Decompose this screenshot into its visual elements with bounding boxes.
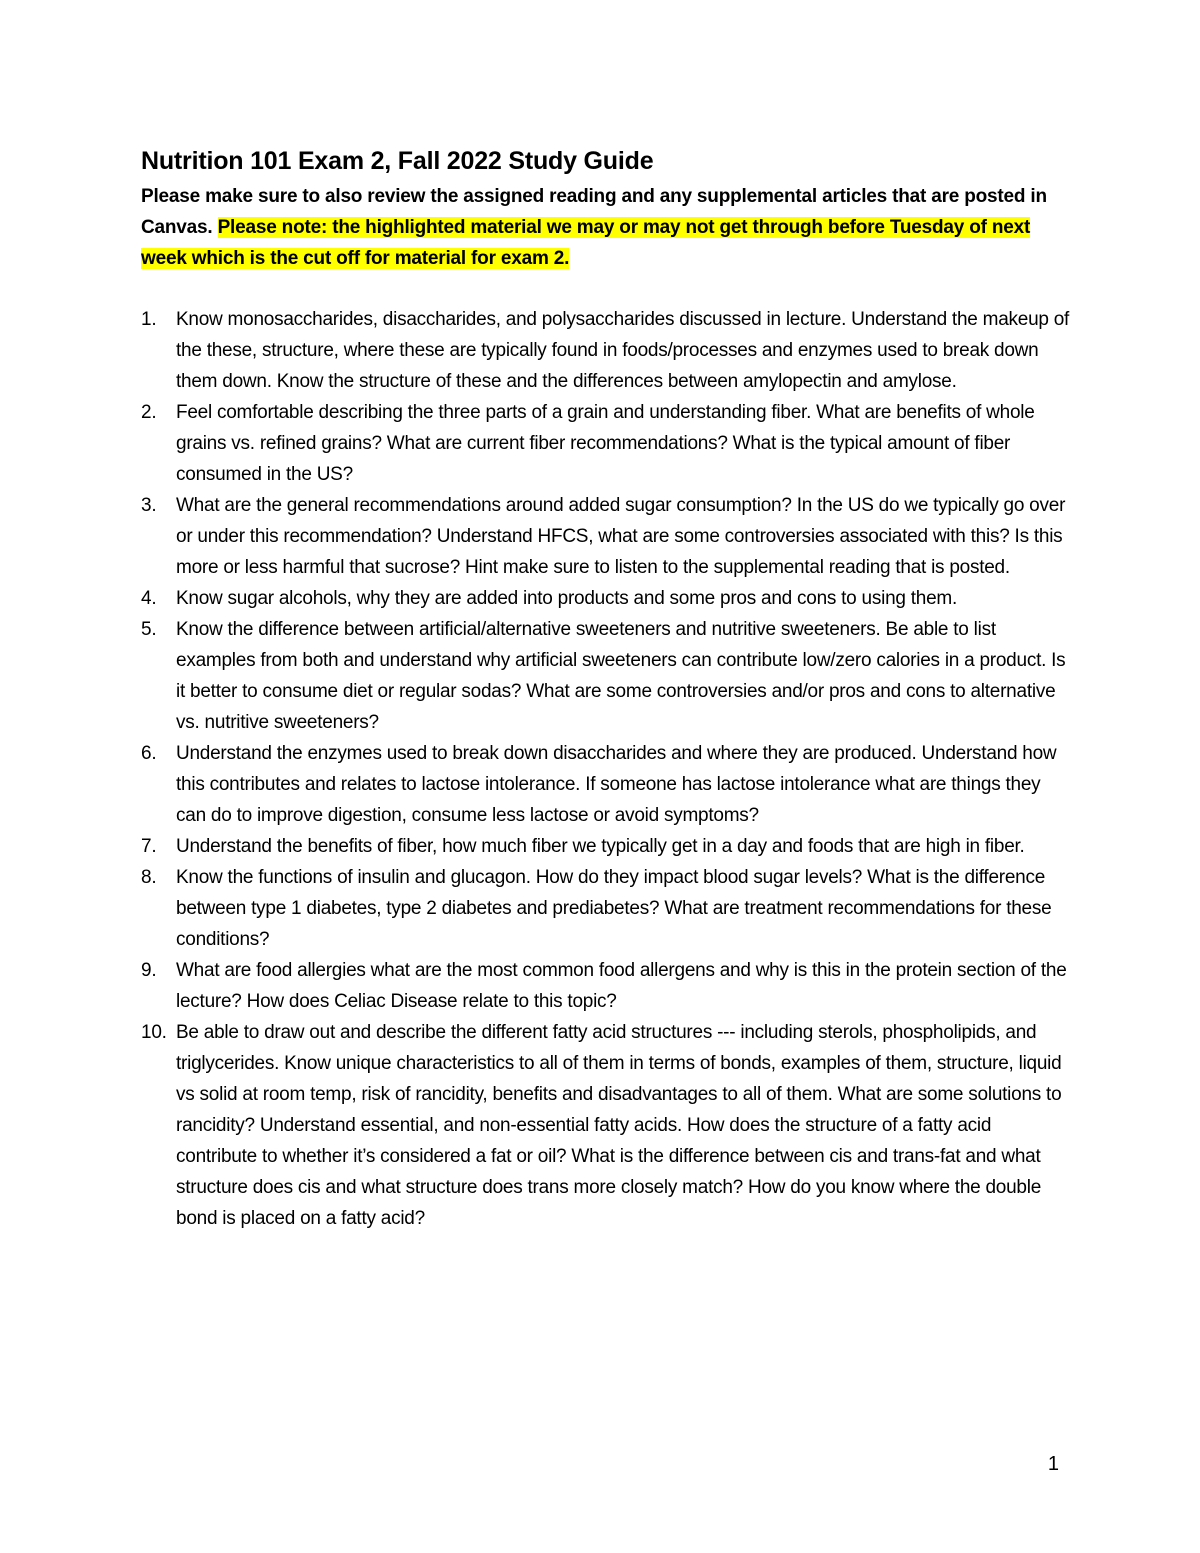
list-item-text: Be able to draw out and describe the different fatty acid structures --- including sterols, phospholipids, and triglycerides. Know unique characteristics to all of them in terms of bonds, examples of them, structure, liquid vs solid at room temp, risk of rancidity, benefits and disadvantages to all of them. What are some solutions to rancidity? Understand essential, and non-essential fatty acids. How does the structure of a fatty acid contribute to whether it’s considered a fat or oil? What is the difference between cis and trans-fat and what structure does cis and what structure does trans more closely match? How do you know where the double bond is placed on a fatty acid? bbox=[176, 1022, 1062, 1229]
list-item-text: Know the difference between artificial/alternative sweeteners and nutritive sweeteners. Be able to list examples from both and understand why artificial sweeteners can contribute low/zero calories in a product. Is it better to consume diet or regular sodas? What are some controversies and/or pros and cons to alternative vs. nutritive sweeteners? bbox=[176, 619, 1066, 733]
document-title: Nutrition 101 Exam 2, Fall 2022 Study Guide bbox=[141, 147, 654, 175]
list-item-text: Feel comfortable describing the three parts of a grain and understanding fiber. What are benefits of whole grains vs. refined grains? What are current fiber recommendations? What is the typical amount of fiber consumed in the US? bbox=[176, 402, 1035, 485]
list-item-number: 7. bbox=[141, 836, 157, 857]
list-item bbox=[141, 490, 1071, 583]
list-item-text: Understand the benefits of fiber, how much fiber we typically get in a day and foods that are high in fiber. bbox=[176, 836, 1025, 857]
list-item-text: Know monosaccharides, disaccharides, and polysaccharides discussed in lecture. Understand the makeup of the these, structure, where these are typically found in foods/processes and enzymes used to break down them down. Know the structure of these and the differences between amylopectin and amylose. bbox=[176, 309, 1070, 392]
study-guide-list bbox=[141, 304, 1071, 1234]
list-item bbox=[141, 955, 1071, 1017]
list-item-text: Understand the enzymes used to break down disaccharides and where they are produced. Understand how this contributes and relates to lactose intolerance. If someone has lactose intolerance what are things they can do to improve digestion, consume less lactose or avoid symptoms? bbox=[176, 743, 1057, 826]
list-item-number: 4. bbox=[141, 588, 157, 609]
list-item bbox=[141, 1017, 1071, 1234]
list-item bbox=[141, 614, 1071, 738]
list-item bbox=[141, 397, 1071, 490]
list-item-number: 8. bbox=[141, 867, 157, 888]
list-item bbox=[141, 583, 1071, 614]
intro-highlighted-text: Please note: the highlighted material we may or may not get through before Tuesday of next week which is the cut off for material for exam 2. bbox=[141, 217, 1031, 269]
page-number: 1 bbox=[1047, 1453, 1059, 1475]
intro-plain-text: Please make sure to also review the assigned reading and any supplemental articles that are posted in Canvas. bbox=[141, 186, 1047, 238]
list-item-text: Know the functions of insulin and glucagon. How do they impact blood sugar levels? What is the difference between type 1 diabetes, type 2 diabetes and prediabetes? What are treatment recommendations for these conditions? bbox=[176, 867, 1052, 950]
list-item-number: 5. bbox=[141, 619, 157, 640]
list-item-number: 9. bbox=[141, 960, 157, 981]
list-item-number: 10. bbox=[141, 1022, 167, 1043]
list-item bbox=[141, 862, 1071, 955]
list-item-text: What are the general recommendations around added sugar consumption? In the US do we typically go over or under this recommendation? Understand HFCS, what are some controversies associated with this? Is this more or less harmful that sucrose? Hint make sure to listen to the supplemental reading that is posted. bbox=[176, 495, 1066, 578]
list-item-number: 3. bbox=[141, 495, 157, 516]
list-item-text: What are food allergies what are the most common food allergens and why is this in the protein section of the lecture? How does Celiac Disease relate to this topic? bbox=[176, 960, 1067, 1012]
list-item bbox=[141, 831, 1071, 862]
list-item-text: Know sugar alcohols, why they are added into products and some pros and cons to using them. bbox=[176, 588, 958, 609]
list-item-number: 2. bbox=[141, 402, 157, 423]
document-content bbox=[141, 146, 1071, 1234]
intro-paragraph bbox=[141, 181, 1071, 274]
list-item-number: 1. bbox=[141, 309, 157, 330]
list-item bbox=[141, 304, 1071, 397]
list-item bbox=[141, 738, 1071, 831]
list-item-number: 6. bbox=[141, 743, 157, 764]
